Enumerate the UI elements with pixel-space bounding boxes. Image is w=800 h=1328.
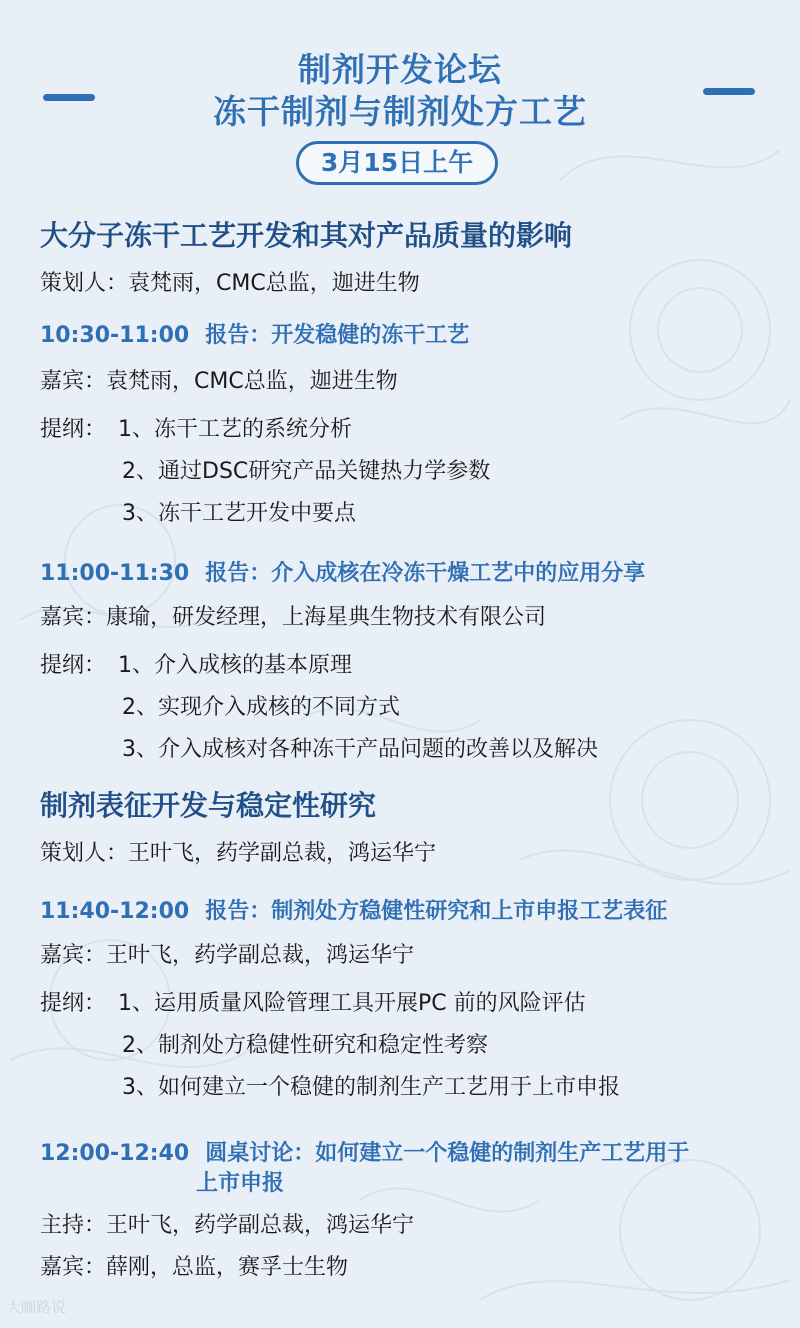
talk1-time: 10:30-11:00 xyxy=(40,323,190,348)
panel-header xyxy=(40,1136,689,1167)
talk3-header xyxy=(40,894,667,925)
panel-report: 圆桌讨论：如何建立一个稳健的制剂生产工艺用于 xyxy=(205,1141,690,1166)
talk3-outline-item: 3、如何建立一个稳健的制剂生产工艺用于上市申报 xyxy=(122,1075,620,1100)
talk2-outline-item: 2、实现介入成核的不同方式 xyxy=(122,695,400,720)
talk3-guest: 嘉宾：王叶飞，药学副总裁，鸿运华宁 xyxy=(40,943,415,968)
panel-report-continued: 上市申报 xyxy=(196,1171,285,1196)
talk2-header xyxy=(40,556,645,587)
talk3-report: 报告：制剂处方稳健性研究和上市申报工艺表征 xyxy=(205,899,668,924)
session2-title: 制剂表征开发与稳定性研究 xyxy=(40,789,377,822)
panel-host: 主持：王叶飞，药学副总裁，鸿运华宁 xyxy=(40,1213,415,1238)
session1-planner: 策划人：袁梵雨，CMC总监，迦进生物 xyxy=(40,271,420,296)
talk3-outline-item: 2、制剂处方稳健性研究和稳定性考察 xyxy=(122,1033,488,1058)
forum-title: 制剂开发论坛 xyxy=(298,50,502,89)
talk3-time: 11:40-12:00 xyxy=(40,899,190,924)
talk2-outline-item: 1、介入成核的基本原理 xyxy=(118,653,352,678)
session1-title: 大分子冻干工艺开发和其对产品质量的影响 xyxy=(40,219,573,252)
talk2-guest: 嘉宾：康瑜，研发经理，上海星典生物技术有限公司 xyxy=(40,605,547,630)
talk2-outline-item: 3、介入成核对各种冻干产品问题的改善以及解决 xyxy=(122,737,598,762)
talk2-time: 11:00-11:30 xyxy=(40,561,190,586)
talk1-guest: 嘉宾：袁梵雨，CMC总监，迦进生物 xyxy=(40,369,398,394)
talk1-outline-item: 3、冻干工艺开发中要点 xyxy=(122,501,356,526)
session2-planner: 策划人：王叶飞，药学副总裁，鸿运华宁 xyxy=(40,841,437,866)
watermark: 大咖路说 xyxy=(6,1298,67,1316)
talk1-outline-item: 1、冻干工艺的系统分析 xyxy=(118,417,352,442)
panel-time: 12:00-12:40 xyxy=(40,1141,190,1166)
date-badge: 3月15日上午 xyxy=(296,141,498,185)
talk1-report: 报告：开发稳健的冻干工艺 xyxy=(205,323,470,348)
talk2-outline-label: 提纲： xyxy=(40,653,107,678)
talk3-outline-item: 1、运用质量风险管理工具开展PC 前的风险评估 xyxy=(118,991,586,1016)
forum-subtitle: 冻干制剂与制剂处方工艺 xyxy=(213,92,587,131)
panel-guest: 嘉宾：薛刚，总监，赛孚士生物 xyxy=(40,1255,349,1280)
talk1-outline-item: 2、通过DSC研究产品关键热力学参数 xyxy=(122,459,491,484)
talk1-outline-label: 提纲： xyxy=(40,417,107,442)
talk2-report: 报告：介入成核在冷冻干燥工艺中的应用分享 xyxy=(205,561,646,586)
talk3-outline-label: 提纲： xyxy=(40,991,107,1016)
talk1-header xyxy=(40,318,469,349)
